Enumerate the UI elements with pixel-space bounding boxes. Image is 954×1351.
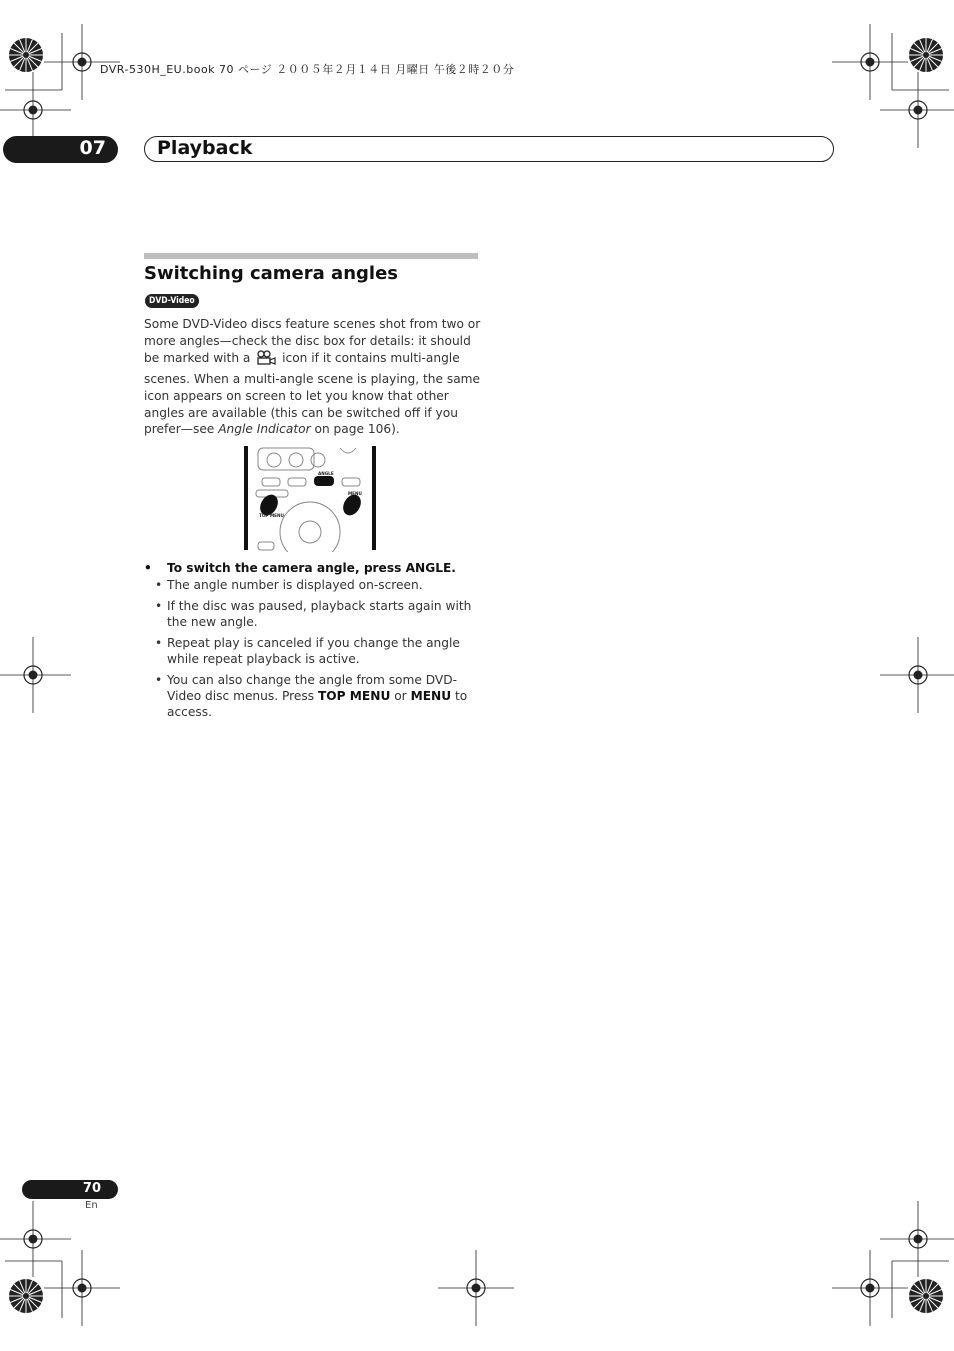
page-number: 70 <box>82 1181 101 1196</box>
camera-angle-icon <box>255 350 277 371</box>
instructions <box>144 560 489 720</box>
registration-mark-icon <box>880 72 954 148</box>
list-item-text: If the disc was paused, playback starts again with the new angle. <box>167 598 472 629</box>
list-item-text: The angle number is displayed on-screen. <box>167 578 423 592</box>
chapter-header-bar <box>144 136 834 162</box>
dvd-video-badge: DVD-Video <box>145 294 199 308</box>
menu-label: MENU <box>348 491 362 496</box>
intro-text-2: icon if it contains multi-angle scenes. When a multi-angle scene is playing, the same icon appears on screen to let you know that other angles are available (this can be switched off if you prefer—see <box>144 350 481 437</box>
section-title: Switching camera angles <box>144 263 398 284</box>
intro-paragraph <box>144 316 484 438</box>
chapter-badge <box>3 136 118 163</box>
list-item-text: Repeat play is canceled if you change the angle while repeat playback is active. <box>167 635 460 666</box>
remote-control-illustration <box>244 446 380 552</box>
registration-mark-icon <box>880 1201 954 1277</box>
instruction-main <box>144 560 489 577</box>
section-rule <box>144 253 478 259</box>
top-menu-keyword: TOP MENU <box>317 688 391 703</box>
corner-sunburst-icon <box>909 38 943 72</box>
sub-bullet: • <box>155 672 163 687</box>
corner-sunburst-icon <box>9 1279 43 1313</box>
print-header: DVR-530H_EU.book 70 ページ ２００５年２月１４日 月曜日 午後２時２０分 <box>100 63 515 76</box>
list-item-text-a: You can also change the angle from some DVD-Video disc menus. Press <box>167 672 458 703</box>
list-item-text-b: or <box>394 688 407 703</box>
chapter-title: Playback <box>157 137 253 159</box>
page-number-badge <box>22 1180 118 1199</box>
registration-mark-icon <box>438 1250 514 1326</box>
top-menu-label: TOP MENU <box>259 513 284 518</box>
angle-indicator-ref: Angle Indicator <box>218 422 311 437</box>
intro-text-1: Some DVD-Video discs feature scenes shot from two or more angles—check the disc box for details: it should be marked with a <box>144 317 481 365</box>
corner-sunburst-icon <box>909 1279 943 1313</box>
intro-text-3: on page 106). <box>314 422 400 437</box>
angle-button <box>314 476 334 486</box>
list-item <box>144 635 489 667</box>
registration-mark-icon <box>832 24 908 100</box>
bullet-dot: • <box>144 561 152 575</box>
sub-bullet: • <box>155 578 163 592</box>
registration-mark-icon <box>880 637 954 713</box>
instruction-sub-list <box>144 577 489 720</box>
chapter-number: 07 <box>79 137 106 159</box>
sub-bullet: • <box>155 635 163 650</box>
instruction-main-text: To switch the camera angle, press ANGLE. <box>167 561 456 575</box>
angle-label: ANGLE <box>318 471 334 476</box>
list-item-text-c: to access. <box>167 688 468 719</box>
menu-keyword: MENU <box>410 688 452 703</box>
registration-mark-icon <box>0 1201 71 1277</box>
list-item <box>144 672 489 721</box>
registration-mark-icon <box>0 637 71 713</box>
corner-sunburst-icon <box>9 38 43 72</box>
list-item <box>144 598 489 630</box>
language-code: En <box>85 1200 98 1211</box>
sub-bullet: • <box>155 598 163 613</box>
list-item <box>144 577 489 593</box>
